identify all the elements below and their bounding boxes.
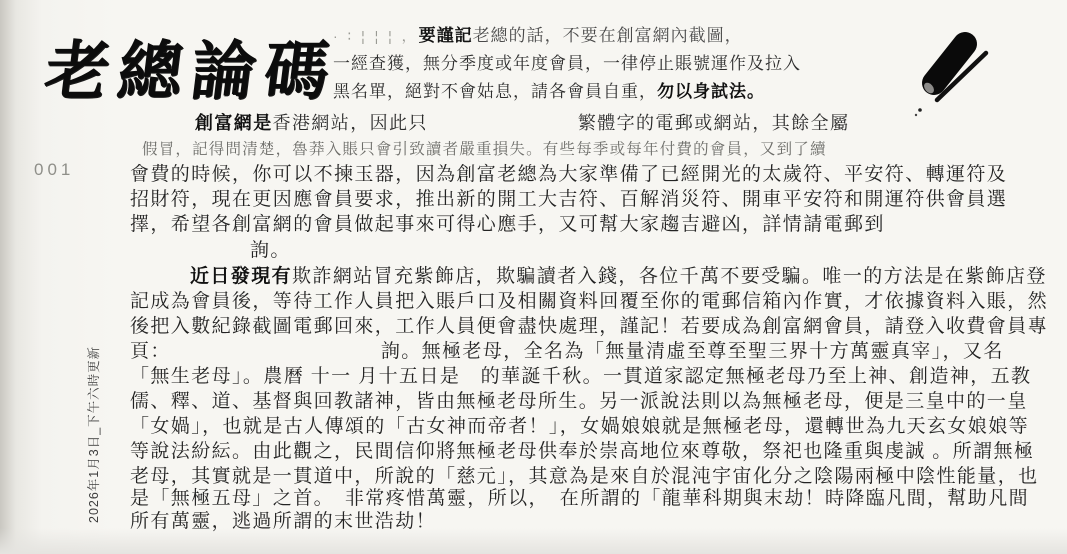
text-line: [250, 240, 291, 262]
text-line: [130, 164, 1007, 186]
text-segment: 所有萬靈，逃過所謂的末世浩劫！: [130, 511, 437, 532]
text-segment: 詢。無極老母，全名為「無量清虛至尊至聖三界十方萬靈真宰」，又名: [380, 341, 1004, 362]
text-line: [130, 214, 885, 236]
text-segment: 儒、釋、道、基督與回教諸神，皆由無極老母所生。另一派說法則以為無極老母，便是三皇中的一皇: [130, 391, 1028, 412]
text-segment: 繁體字的電郵或網站，其餘全屬: [577, 113, 850, 133]
text-segment: 欺詐網站冒充紫飾店，欺騙讀者入錢，各位千萬不要受騙。唯一的方法是在紫飾店登: [292, 266, 1047, 287]
text-line: [130, 341, 1004, 363]
text-segment: · ∶ ¦ ¦ ¦ ，: [333, 28, 419, 44]
text-segment: 「無生老母」。農曆 十一 月十五日是 的華誕千秋。一貫道家認定無極老母乃至上神、創造神，五教: [130, 366, 1032, 387]
text-segment: 招財符，現在更因應會員要求，推出新的開工大吉符、百解消災符、開車平安符和開運符供會員選: [130, 189, 1008, 210]
text-segment: 黑名單，絕對不會姑息，請各會員自重，: [333, 82, 657, 101]
text-line: [195, 112, 849, 134]
text-segment: 勿以身試法。: [657, 82, 765, 101]
text-segment: 擇，希望各創富網的會員做起事來可得心應手，又可幫大家趨吉避凶，詳情請電郵到: [130, 214, 885, 235]
text-line: [130, 441, 1034, 463]
text-segment: 創富網是: [195, 113, 273, 133]
text-segment: 老總的話，不要在創富網內截圖，: [472, 26, 743, 45]
text-line: [130, 189, 1007, 211]
text-segment: 要謹記: [418, 26, 473, 45]
text-segment: 一經查獲，無分季度或年度會員，一律停止賬號運作及拉入: [333, 54, 801, 73]
text-segment: 近日發現有: [190, 266, 293, 287]
text-segment: 頁：: [130, 341, 171, 362]
text-line: [130, 391, 1028, 413]
text-segment: 會費的時候，你可以不揀玉器，因為創富老總為大家準備了已經開光的太歲符、平安符、轉運符及: [130, 164, 1008, 185]
text-segment: 後把入數紀錄截圖電郵回來，工作人員便會盡快處理，謹記！若要成為創富網會員，請登入收費會員專: [130, 316, 1049, 337]
text-segment: 老母，其實就是一貫道中，所說的「慈元」，其意為是來自於混沌宇宙化分之陰陽兩極中陰性能量，也: [130, 466, 1039, 487]
text-segment: 是「無極五母」之首。 非常疼惜萬靈，所以， 在所謂的「龍華科期與末劫！時降臨凡間，幫助凡間: [130, 488, 1030, 509]
text-segment: 「女媧」，也就是古人傳頌的「古女神而帝者！」，女媧娘娘就是無極老母，還轉世為九天玄女娘娘等: [130, 416, 1030, 437]
text-line: [130, 366, 1031, 388]
text-line: [130, 316, 1048, 338]
text-segment: 香港網站，因此只: [272, 113, 428, 133]
text-segment: 假冒，記得問清楚，魯莽入賬只會引致讀者嚴重損失。有些每季或每年付費的會員，又到了續: [142, 141, 827, 158]
text-segment: 記成為會員後，等待工作人員把入賬戶口及相關資料回覆至你的電郵信箱內作實，才依據資料入賬，然: [130, 291, 1049, 312]
text-line: [130, 291, 1048, 313]
text-line: [130, 488, 1029, 510]
text-line: [130, 466, 1039, 488]
text-line: [130, 511, 436, 533]
text-segment: 詢。: [250, 240, 291, 261]
vertical-date-text: 2026年1月3日_下午六時更新: [87, 345, 101, 523]
text-line: [142, 139, 827, 161]
page-title: 老總論碼: [40, 34, 342, 109]
text-line: [190, 266, 1047, 288]
text-line: [130, 416, 1029, 438]
page-number: 001: [34, 160, 75, 179]
text-segment: 等說法紛紜。由此觀之，民間信仰將無極老母供奉於崇高地位來尊敬，祭祀也隆重與虔誠 。所謂無極: [130, 441, 1035, 462]
